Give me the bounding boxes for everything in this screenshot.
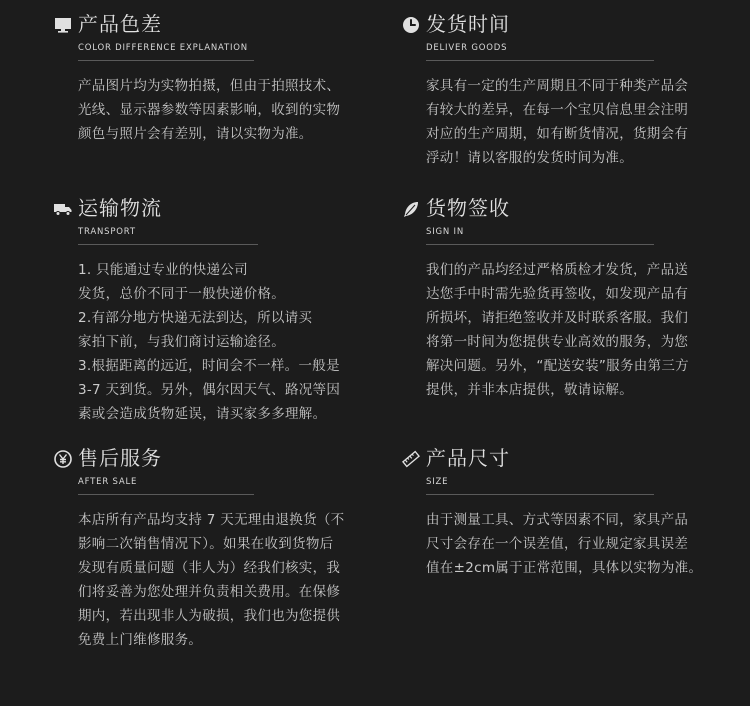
section-subtitle: COLOR DIFFERENCE EXPLANATION	[78, 43, 248, 53]
body-line: 解决问题。另外，“配送安装”服务由第三方	[426, 358, 689, 374]
body-line: 由于测量工具、方式等因素不同，家具产品	[426, 512, 689, 528]
body-line: 达您手中时需先验货再签收，如发现产品有	[426, 286, 689, 302]
clock-icon	[402, 16, 420, 34]
body-line: 我们的产品均经过严格质检才发货，产品送	[426, 262, 689, 278]
body-line: 家拍下前，与我们商讨运输途径。	[78, 334, 285, 350]
section-header	[54, 444, 354, 494]
body-line: 期内，若出现非人为破损，我们也为您提供	[78, 608, 341, 624]
divider	[78, 494, 254, 495]
section-subtitle: DELIVER GOODS	[426, 43, 508, 53]
body-line: 提供，并非本店提供，敬请谅解。	[426, 382, 633, 398]
body-line: 颜色与照片会有差别，请以实物为准。	[78, 126, 313, 142]
section-body	[426, 258, 689, 402]
body-line: 们将妥善为您处理并负责相关费用。在保修	[78, 584, 341, 600]
body-line: 值在±2cm属于正常范围，具体以实物为准。	[426, 560, 703, 576]
section-title: 产品尺寸	[426, 446, 510, 470]
section-color-difference	[54, 10, 354, 142]
section-sign-in	[402, 194, 702, 398]
section-subtitle: SIZE	[426, 477, 449, 487]
section-after-sale	[54, 444, 354, 648]
section-header	[402, 194, 702, 244]
section-title: 运输物流	[78, 196, 162, 220]
section-header	[54, 10, 354, 60]
body-line: 3-7 天到货。另外，偶尔因天气、路况等因	[78, 382, 341, 398]
body-line: 素或会造成货物延误，请买家多多理解。	[78, 406, 327, 422]
section-transport	[54, 194, 354, 422]
section-header	[402, 10, 702, 60]
body-line: 发现有质量问题（非人为）经我们核实，我	[78, 560, 341, 576]
section-header	[54, 194, 354, 244]
section-body	[78, 508, 344, 652]
body-line: 1. 只能通过专业的快递公司	[78, 262, 248, 278]
body-line: 浮动！请以客服的发货时间为准。	[426, 150, 633, 166]
yen-circle-icon	[54, 450, 72, 468]
section-header	[402, 444, 702, 494]
section-subtitle: AFTER SALE	[78, 477, 138, 487]
body-line: 免费上门维修服务。	[78, 632, 203, 648]
body-line: 发货，总价不同于一般快递价格。	[78, 286, 285, 302]
body-line: 所损坏，请拒绝签收并及时联系客服。我们	[426, 310, 689, 326]
body-line: 光线、显示器参数等因素影响，收到的实物	[78, 102, 341, 118]
truck-icon	[54, 200, 72, 218]
section-title: 货物签收	[426, 196, 510, 220]
divider	[78, 244, 258, 245]
section-title: 售后服务	[78, 446, 162, 470]
section-delivery	[402, 10, 702, 166]
divider	[426, 60, 654, 61]
section-size	[402, 444, 703, 576]
body-line: 影响二次销售情况下）。如果在收到货物后	[78, 536, 334, 552]
body-line: 2.有部分地方快递无法到达，所以请买	[78, 310, 313, 326]
monitor-icon	[54, 16, 72, 34]
feather-icon	[402, 200, 420, 218]
body-line: 家具有一定的生产周期且不同于种类产品会	[426, 78, 689, 94]
body-line: 尺寸会存在一个误差值，行业规定家具误差	[426, 536, 689, 552]
divider	[426, 244, 654, 245]
body-line: 本店所有产品均支持 7 天无理由退换货（不	[78, 512, 345, 528]
divider	[426, 494, 654, 495]
section-subtitle: SIGN IN	[426, 227, 465, 237]
body-line: 有较大的差异，在每一个宝贝信息里会注明	[426, 102, 689, 118]
body-line: 产品图片均为实物拍摄，但由于拍照技术、	[78, 78, 341, 94]
section-body	[78, 258, 340, 426]
section-title: 发货时间	[426, 12, 510, 36]
body-line: 对应的生产周期，如有断货情况，货期会有	[426, 126, 689, 142]
body-line: 3.根据距离的远近，时间会不一样。一般是	[78, 358, 340, 374]
ruler-icon	[402, 450, 420, 468]
divider	[78, 60, 254, 61]
section-body	[78, 74, 340, 146]
section-body	[426, 508, 702, 580]
body-line: 将第一时间为您提供专业高效的服务，为您	[426, 334, 689, 350]
section-body	[426, 74, 688, 170]
section-title: 产品色差	[78, 12, 162, 36]
section-subtitle: TRANSPORT	[78, 227, 136, 237]
